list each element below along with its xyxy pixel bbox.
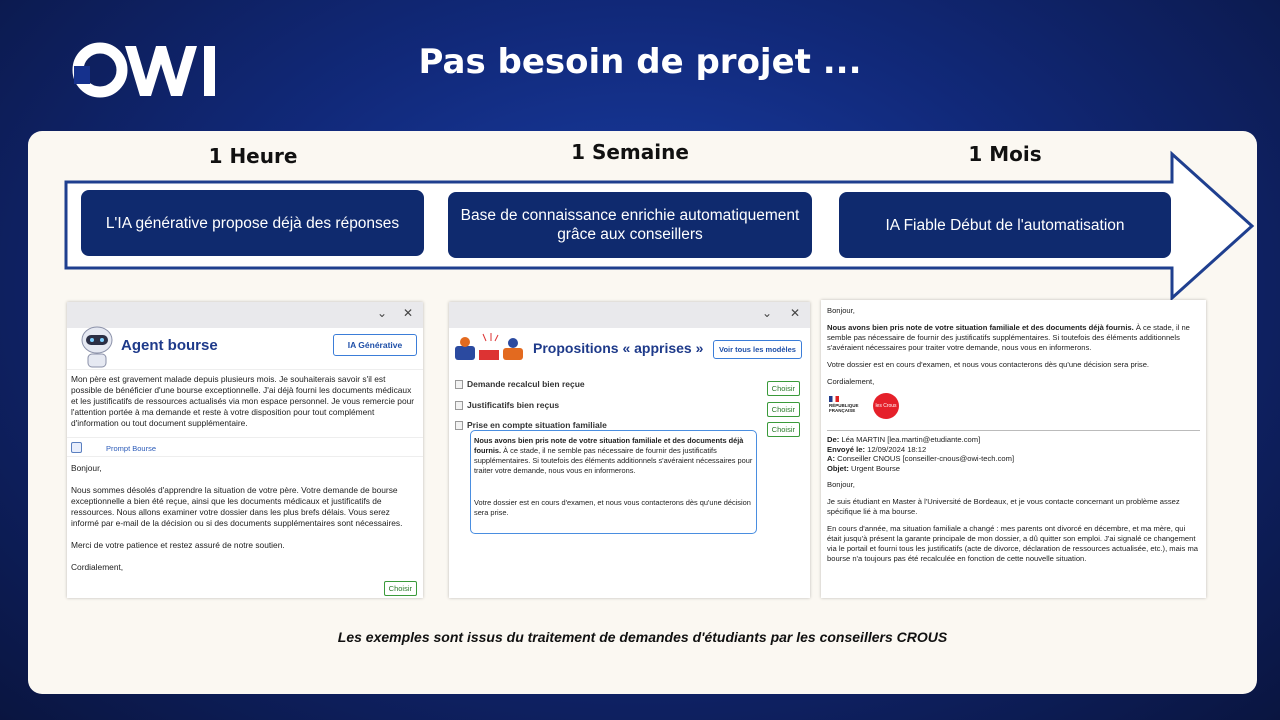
preview-bold: Nous avons bien pris note de votre situation familiale et des documents déjà fournis. xyxy=(474,436,744,455)
slide-title: Pas besoin de projet ... xyxy=(418,42,862,82)
propositions-window xyxy=(449,302,810,598)
sent-key: Envoyé le: xyxy=(827,444,865,454)
choose-button[interactable]: Choisir xyxy=(384,581,417,596)
prompt-bar xyxy=(67,437,423,457)
close-icon[interactable]: ✕ xyxy=(789,306,800,320)
preview-text: À ce stade, il ne semble pas nécessaire de fournir des justificatifs supplémentaires. Si toutefois des éléments additionnels s'avéraient nécessaires pour traiter votre demande, nous vous en informerons. xyxy=(474,446,753,475)
reply-thanks: Merci de votre patience et restez assuré de notre soutien. xyxy=(71,540,285,550)
proposition-label: Justificatifs bien reçus xyxy=(467,400,560,410)
agent-header xyxy=(67,328,423,370)
phase-box-month xyxy=(839,192,1171,258)
subject-key: Objet: xyxy=(827,463,849,473)
email-line2: Votre dossier est en cours d'examen, et nous vous contacterons dès qu'une décision sera prise. xyxy=(827,360,1150,369)
rf-text: RÉPUBLIQUE FRANÇAISE xyxy=(829,403,859,413)
agent-bourse-window xyxy=(67,302,423,598)
from-value: Léa MARTIN [lea.martin@etudiante.com] xyxy=(839,435,981,444)
sent-value: 12/09/2024 18:12 xyxy=(864,444,927,454)
phase-label-month: 1 Mois xyxy=(968,142,1042,166)
content-panel xyxy=(28,131,1257,694)
subject-value: Urgent Bourse xyxy=(848,463,901,473)
proposition-label: Demande recalcul bien reçue xyxy=(467,379,585,389)
title-bar xyxy=(449,302,810,328)
prompt-icon xyxy=(71,442,82,453)
republique-francaise-logo xyxy=(829,396,863,413)
reply-sign: Cordialement, xyxy=(71,562,124,572)
email-reply xyxy=(827,323,1200,353)
propositions-title: Propositions « apprises » xyxy=(533,340,704,356)
to-value: Conseiller CNOUS [conseiller-cnous@owi-tech.com] xyxy=(835,454,1015,463)
reply-greeting: Bonjour, xyxy=(71,463,102,473)
crous-logo: les Crous xyxy=(873,393,899,419)
chevron-down-icon[interactable]: ⌄ xyxy=(376,306,387,320)
phase-box-month-text: IA Fiable Début de l'automatisation xyxy=(885,216,1125,234)
email-headers xyxy=(827,430,1200,473)
proposition-label: Prise en compte situation familiale xyxy=(467,420,607,430)
document-icon xyxy=(455,380,463,389)
flag-icon xyxy=(829,396,839,402)
from-key: De: xyxy=(827,435,840,444)
logos-row xyxy=(827,394,1200,426)
reply-body: Nous sommes désolés d'apprendre la situation de votre père. Votre demande de bourse exceptionnelle a bien été reçue, ainsi que les documents médicaux et justificatifs de ressources. Nous allons examiner votre dossier dans les plus brefs délais. Vous serez informé par e-mail de la décision ou si des documents supplémentaires sont nécessaires. xyxy=(71,485,403,528)
email-sign: Cordialement, xyxy=(827,377,875,386)
email-greeting: Bonjour, xyxy=(827,306,855,315)
title-bar xyxy=(67,302,423,328)
choose-button[interactable]: Choisir xyxy=(767,422,800,437)
phase-label-hour: 1 Heure xyxy=(208,144,298,168)
document-icon xyxy=(455,401,463,410)
document-icon xyxy=(455,421,463,430)
choose-button[interactable]: Choisir xyxy=(767,402,800,417)
proposition-preview xyxy=(470,430,757,534)
phase-label-week: 1 Semaine xyxy=(571,140,689,164)
phase-box-hour: L'IA générative propose déjà des réponses xyxy=(81,190,424,256)
ia-generative-button[interactable]: IA Générative xyxy=(333,334,417,356)
phase-box-week: Base de connaissance enrichie automatiquement grâce aux conseillers xyxy=(448,192,812,258)
email-reply-text: À ce stade, il ne semble pas nécessaire de fournir des justificatifs supplémentaires. Si toutefois des éléments additionnels s'avéraient nécessaires pour traiter votre demande, nous vous en informerons. xyxy=(827,323,1190,352)
proposition-item[interactable] xyxy=(455,379,585,390)
prompt-label[interactable]: Prompt Bourse xyxy=(106,444,157,453)
view-all-models-button[interactable]: Voir tous les modèles xyxy=(713,340,802,359)
email-body-1: Je suis étudiant en Master à l'Université de Bordeaux, et je vous contacte concernant un problème assez spécifique lié à ma bourse. xyxy=(827,497,1180,516)
chevron-down-icon[interactable]: ⌄ xyxy=(761,306,772,320)
to-key: A: xyxy=(827,454,836,463)
agent-title: Agent bourse xyxy=(121,337,218,354)
choose-button[interactable]: Choisir xyxy=(767,381,800,396)
preview-end: Votre dossier est en cours d'examen, et nous vous contacterons dès qu'une décision sera prise. xyxy=(474,498,751,517)
proposition-item[interactable] xyxy=(455,400,559,411)
people-illustration-icon xyxy=(453,332,527,364)
robot-icon xyxy=(77,322,117,368)
footnote: Les exemples sont issus du traitement de demandes d'étudiants par les conseillers CROUS xyxy=(337,629,948,645)
email-window xyxy=(821,300,1206,598)
email-reply-bold: Nous avons bien pris note de votre situation familiale et des documents déjà fournis. xyxy=(827,323,1134,332)
close-icon[interactable]: ✕ xyxy=(402,306,413,320)
email-body-2: En cours d'année, ma situation familiale a changé : mes parents ont divorcé en décembre, et ma mère, qui était jusqu'à présent la garante principale de mon dossier, a dû quitter son emploi. J'ai signalé ce changement via le portail et fourni tous les justificatifs (acte de divorce, déclaration de ressources actualisée, etc.), mais ma bourse n'a toujours pas été recalculée en fonction de cette nouvelle situation. xyxy=(827,524,1198,563)
email-body-greeting: Bonjour, xyxy=(827,480,855,489)
student-request: Mon père est gravement malade depuis plusieurs mois. Je souhaiterais savoir s'il est possible de bénéficier d'une bourse exceptionnelle. J'ai déjà fourni les documents médicaux et les justificatifs de ressources actualisés via mon espace personnel. Je vous remercie pour l'attention portée à ma demande et reste à votre disposition pour tout complément d'information ou tout document supplémentaire. xyxy=(71,374,415,428)
